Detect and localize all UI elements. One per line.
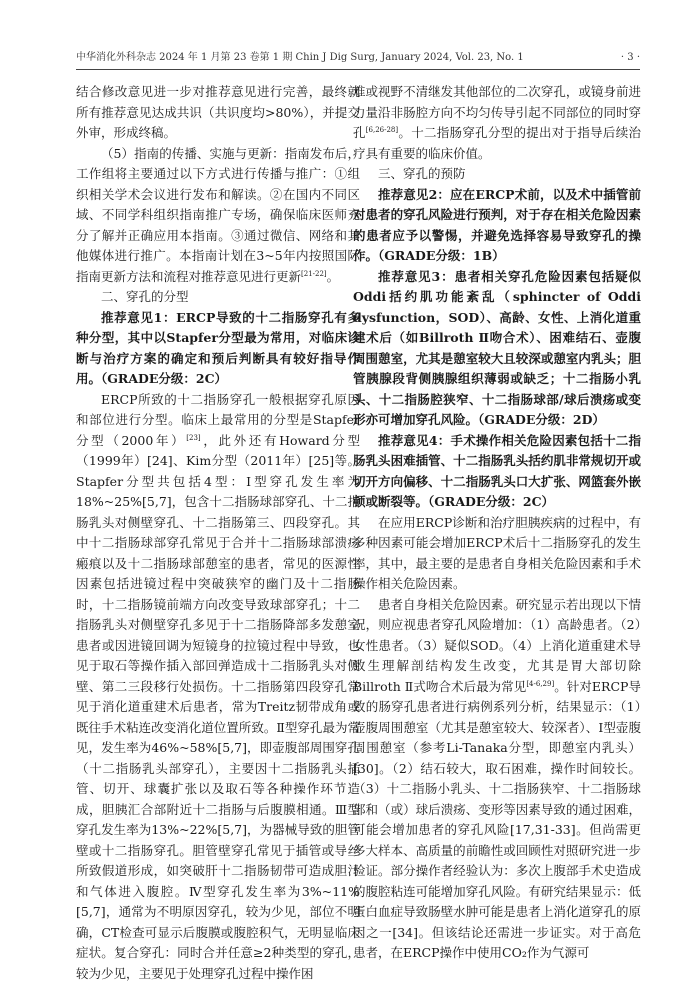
recommendation xyxy=(76,308,360,390)
paragraph-text-cont: ，此外还有Howard分型（1999年）[24]、Kim分型（2011年）[25]等。Stapfer分型共包括4型：Ⅰ型穿孔发生率为18%~25%[5,7]，包含十二指肠球部穿孔、十二指肠乳头对侧壁穿孔、十二指肠第三、四段穿孔。其中十二指肠球部穿孔常见于合并十二指肠球部溃疡瘢痕以及十二指肠球部憩室的患者，常见的医源性因素包括进镜过程中突破狭窄的幽门及十二指肠时，十二指肠镜前端方向改变导致球部穿孔；十二指肠乳头对侧壁穿孔多见于十二指肠降部多发憩室患者或因进镜回调为短镜身的拉镜过程中导致，也见于取石等操作插入部回弹造成十二指肠乳头对侧壁、第二三段移行处损伤。十二指肠第四段穿孔常见于消化道重建术后患者，常为Treitz韧带成角或既往手术粘连改变消化道位置所致。Ⅱ型穿孔最为常见，发生率为46%~58%[5,7]，即壶腹部周围穿孔（十二指肠乳头部穿孔），主要因十二指肠乳头插管、切开、球囊扩张以及取石等各种操作环节造成，胆胰汇合部附近十二指肠与后腹膜相通。Ⅲ型穿孔发生率为13%~22%[5,7]，为器械导致的胆管壁或十二指肠穿孔。胆管壁穿孔常见于插管或导丝所致假道形成，如突破肝十二指肠韧带可造成胆汁和气体进入腹腔。Ⅳ型穿孔发生率为3%~11%[5,7]，通常为不明原因穿孔，较为少见，部位不明确，CT检查可显示后腹膜或腹腔积气，无明显临床症状。复合穿孔：同时合并任意≥2种类型的穿孔，较为少见，主要见于处理穿孔过程中操作困 xyxy=(76,433,360,981)
paragraph-text: 推荐意见2：应在ERCP术前，以及术中插管前对患者的穿孔风险进行预判，对于存在相关危险因素的患者应予以警惕，并避免选择容易导致穿孔的操作。（GRADE分级：1B） xyxy=(353,187,641,264)
running-header xyxy=(76,50,640,66)
paragraph-text: 三、穿孔的预防 xyxy=(378,166,466,181)
section-heading xyxy=(353,164,641,185)
recommendation xyxy=(353,267,641,431)
paragraph-text: 难或视野不清继发其他部位的二次穿孔，或镜身前进力量沿非肠腔方向不均匀传导引起不同部位的同时穿孔 xyxy=(353,84,641,140)
paragraph-text-cont: 。十二指肠穿孔分型的提出对于指导后续治疗具有重要的临床价值。 xyxy=(353,125,641,161)
paragraph-text: 推荐意见4：手术操作相关危险因素包括十二指肠乳头困难插管、十二指肠乳头括约肌非常规切开或切开方向偏移、十二指肠乳头口大扩张、网篮套外嵌顿或断裂等。（GRADE分级：2C） xyxy=(353,433,641,510)
citation-ref: [23] xyxy=(186,433,200,441)
paragraph-text: ERCP所致的十二指肠穿孔一般根据穿孔原因和部位进行分型。临床上最常用的分型是Stapfer分型（2000年） xyxy=(76,392,360,448)
body-paragraph xyxy=(76,144,360,288)
section-heading xyxy=(76,287,360,308)
body-paragraph xyxy=(353,82,641,164)
citation-ref: [21-22] xyxy=(301,269,327,277)
paragraph-text: 结合修改意见进一步对推荐意见进行完善，最终就所有推荐意见达成共识（共识度均>80%），并提交外审，形成终稿。 xyxy=(76,84,360,140)
paragraph-text: 在应用ERCP诊断和治疗胆胰疾病的过程中，有多种因素可能会增加ERCP术后十二指肠穿孔的发生率，其中，最主要的是患者自身相关危险因素和手术操作相关危险因素。 xyxy=(353,515,641,592)
body-paragraph xyxy=(353,595,641,964)
citation-ref: [4-6,29] xyxy=(526,679,554,687)
left-column xyxy=(76,82,360,930)
paragraph-text: 二、穿孔的分型 xyxy=(101,289,189,304)
header-rule xyxy=(76,69,640,70)
paragraph-text-cont: 。 xyxy=(327,269,340,284)
paragraph-text: 患者自身相关危险因素。研究显示若出现以下情况，则应视患者穿孔风险增加：（1）高龄患者。（2）女性患者。（3）疑似SOD。（4）上消化道重建术导致生理解剖结构发生改变，尤其是胃大部切除Billroth Ⅱ式吻合术后最为常见 xyxy=(353,597,641,694)
journal-citation: 中华消化外科杂志 2024 年 1 月第 23 卷第 1 期 Chin J Dig Surg, January 2024, Vol. 23, No. 1 xyxy=(76,50,524,66)
body-paragraph xyxy=(76,82,360,144)
recommendation xyxy=(353,431,641,513)
citation-ref: [6,26-28] xyxy=(366,126,398,134)
paragraph-text: 推荐意见3：患者相关穿孔危险因素包括疑似Oddi括约肌功能紊乱（sphincter of Oddi dysfunction，SOD）、高龄、女性、上消化道重建术后（如Billroth Ⅱ吻合术）、困难结石、壶腹周围憩室，尤其是憩室较大且较深或憩室内乳头；胆管胰腺段背侧胰腺组织薄弱或缺乏；十二指肠小乳头、十二指肠腔狭窄、十二指肠球部/球后溃疡或变形亦可增加穿孔风险。（GRADE分级：2D） xyxy=(353,269,641,428)
body-paragraph xyxy=(353,513,641,595)
recommendation xyxy=(353,185,641,267)
right-column xyxy=(353,82,641,930)
paragraph-text: 推荐意见1：ERCP导致的十二指肠穿孔有多种分型，其中以Stapfer分型最为常用，对临床诊断与治疗方案的确定和预后判断具有较好指导作用。（GRADE分级：2C） xyxy=(76,310,360,387)
paragraph-text-cont: 。针对ERCP导致的肠穿孔患者进行病例系列分析，结果显示：（1）壶腹周围憩室（尤其是憩室较大、较深者）、Ⅰ型壶腹周围憩室（参考Li-Tanaka分型，即憩室内乳头）[30]。（2）结石较大，取石困难，操作时间较长。（3）十二指肠小乳头、十二指肠狭窄、十二指肠球部和（或）球后溃疡、变形等因素导致的通过困难，可能会增加患者的穿孔风险[17,31-33]。但尚需更多大样本、高质量的前瞻性或回顾性对照研究进一步验证。部分操作者经验认为：多次上腹部手术史造成的腹腔粘连可能增加穿孔风险。有研究结果显示：低蛋白血症导致肠壁水肿可能是患者上消化道穿孔的原因之一[34]。但该结论还需进一步证实。对于高危患者，在ERCP操作中使用CO₂作为气源可 xyxy=(353,679,641,961)
page-number: · 3 · xyxy=(621,50,640,66)
paragraph-text: （5）指南的传播、实施与更新：指南发布后，工作组将主要通过以下方式进行传播与推广：①组织相关学术会议进行发布和解读。②在国内不同区域、不同学科组织指南推广专场，确保临床医师充分了解并正确应用本指南。③通过微信、网络和其他媒体进行推广。本指南计划在3~5年内按照国际指南更新方法和流程对推荐意见进行更新 xyxy=(76,146,360,284)
body-paragraph xyxy=(76,390,360,984)
